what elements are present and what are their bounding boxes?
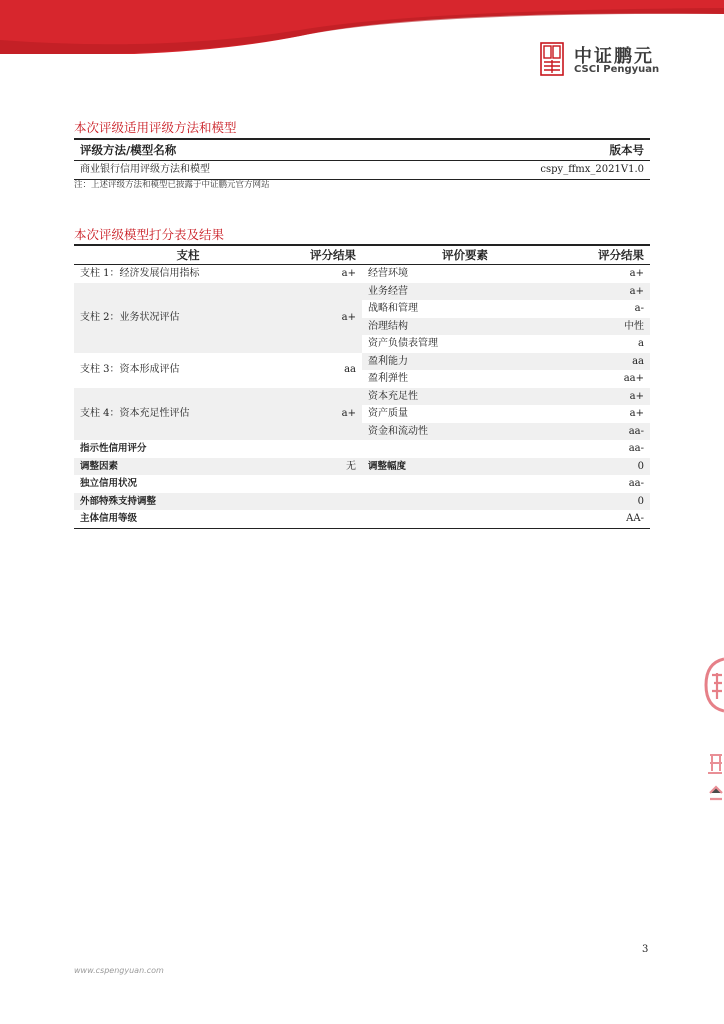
logo-english-name: CSCI Pengyuan bbox=[574, 64, 660, 75]
summary-label: 指示性信用评分 bbox=[74, 440, 568, 458]
factor-score: aa bbox=[568, 353, 650, 371]
pillar-name: 支柱 2：业务状况评估 bbox=[74, 283, 302, 353]
pillar-name: 支柱 3：资本形成评估 bbox=[74, 353, 302, 388]
summary-label: 主体信用等级 bbox=[74, 510, 568, 528]
factor-score: aa- bbox=[568, 423, 650, 441]
summary-value: aa- bbox=[568, 475, 650, 493]
table-row bbox=[74, 388, 650, 406]
summary-value: 0 bbox=[568, 458, 650, 476]
logo-seal-icon bbox=[540, 42, 564, 76]
table-row bbox=[74, 283, 650, 301]
factor-score: aa+ bbox=[568, 370, 650, 388]
factor-score: a bbox=[568, 335, 650, 353]
section-title-scorecard: 本次评级模型打分表及结果 bbox=[74, 227, 225, 242]
pillar-score: a+ bbox=[302, 283, 362, 353]
summary-value: aa- bbox=[568, 440, 650, 458]
section-title-methods: 本次评级适用评级方法和模型 bbox=[74, 120, 237, 135]
scorecard-table bbox=[74, 244, 650, 529]
summary-row-rating bbox=[74, 510, 650, 528]
factor-name: 资产质量 bbox=[362, 405, 568, 423]
summary-label: 调整幅度 bbox=[362, 458, 568, 476]
factor-score: a+ bbox=[568, 283, 650, 301]
summary-label: 独立信用状况 bbox=[74, 475, 568, 493]
seal-stamp-partial bbox=[700, 655, 724, 715]
factor-name: 盈利弹性 bbox=[362, 370, 568, 388]
methods-note: 注：上述评级方法和模型已披露于中证鹏元官方网站 bbox=[74, 180, 270, 190]
logo-chinese-name: 中证鹏元 bbox=[574, 46, 654, 67]
factor-score: a+ bbox=[568, 265, 650, 283]
pillar-score: aa bbox=[302, 353, 362, 388]
methods-table bbox=[74, 138, 650, 180]
page-number: 3 bbox=[642, 944, 649, 955]
company-logo bbox=[540, 42, 700, 78]
table-header-row bbox=[74, 139, 650, 161]
summary-value: 0 bbox=[568, 493, 650, 511]
column-header-result: 评分结果 bbox=[568, 245, 650, 265]
column-header-factor: 评价要素 bbox=[362, 245, 568, 265]
factor-name: 资金和流动性 bbox=[362, 423, 568, 441]
pillar-score: a+ bbox=[302, 388, 362, 441]
summary-label: 调整因素 bbox=[74, 458, 302, 476]
column-header-version: 版本号 bbox=[392, 139, 650, 161]
column-header-pillar: 支柱 bbox=[74, 245, 302, 265]
seal-stamp-partial bbox=[700, 745, 724, 805]
factor-name: 资本充足性 bbox=[362, 388, 568, 406]
method-name: 商业银行信用评级方法和模型 bbox=[74, 161, 392, 180]
factor-name: 盈利能力 bbox=[362, 353, 568, 371]
factor-score: a+ bbox=[568, 388, 650, 406]
method-version: cspy_ffmx_2021V1.0 bbox=[392, 161, 650, 180]
summary-row-standalone bbox=[74, 475, 650, 493]
pillar-score: a+ bbox=[302, 265, 362, 283]
table-header-row bbox=[74, 245, 650, 265]
table-row bbox=[74, 161, 650, 180]
column-header-name: 评级方法/模型名称 bbox=[74, 139, 392, 161]
table-row bbox=[74, 265, 650, 283]
footer-website: www.cspengyuan.com bbox=[74, 966, 164, 975]
summary-row-indicative bbox=[74, 440, 650, 458]
factor-name: 业务经营 bbox=[362, 283, 568, 301]
factor-name: 治理结构 bbox=[362, 318, 568, 336]
factor-score: a+ bbox=[568, 405, 650, 423]
factor-name: 资产负债表管理 bbox=[362, 335, 568, 353]
factor-score: a- bbox=[568, 300, 650, 318]
summary-row-adjustment bbox=[74, 458, 650, 476]
pillar-name: 支柱 4：资本充足性评估 bbox=[74, 388, 302, 441]
table-row bbox=[74, 353, 650, 371]
summary-row-support bbox=[74, 493, 650, 511]
factor-name: 经营环境 bbox=[362, 265, 568, 283]
column-header-result: 评分结果 bbox=[302, 245, 362, 265]
summary-label: 外部特殊支持调整 bbox=[74, 493, 568, 511]
summary-value: 无 bbox=[302, 458, 362, 476]
factor-score: 中性 bbox=[568, 318, 650, 336]
pillar-name: 支柱 1：经济发展信用指标 bbox=[74, 265, 302, 283]
summary-value: AA- bbox=[568, 510, 650, 528]
factor-name: 战略和管理 bbox=[362, 300, 568, 318]
